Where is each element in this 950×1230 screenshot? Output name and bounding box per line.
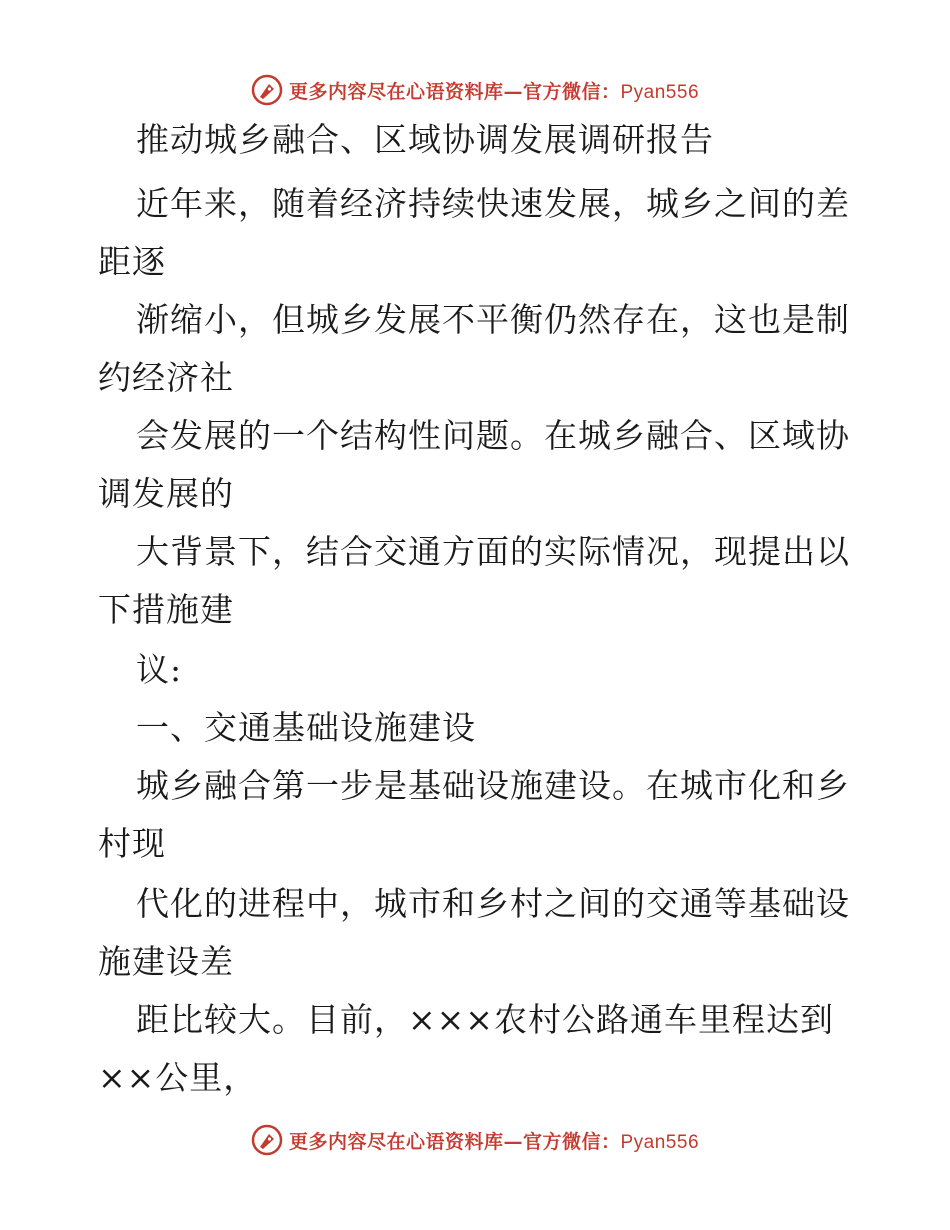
paragraph-line: 下措施建 bbox=[98, 590, 234, 629]
watermark-text: 更多内容尽在心语资料库—官方微信：Pyan556 bbox=[288, 1130, 700, 1153]
pen-nib-logo-icon bbox=[251, 74, 283, 106]
paragraph-line: 会发展的一个结构性问题。在城乡融合、区域协 bbox=[136, 416, 850, 455]
header-watermark bbox=[0, 70, 950, 110]
paragraph-line: 调发展的 bbox=[98, 474, 234, 513]
paragraph-line: 近年来，随着经济持续快速发展，城乡之间的差 bbox=[136, 184, 850, 223]
paragraph-line: 渐缩小，但城乡发展不平衡仍然存在，这也是制 bbox=[136, 300, 850, 339]
watermark-wechat-id: Pyan556 bbox=[620, 81, 700, 103]
paragraph-line: ××公里， bbox=[98, 1058, 258, 1097]
document-title: 推动城乡融合、区域协调发展调研报告 bbox=[136, 120, 714, 159]
paragraph-line: 距逐 bbox=[98, 242, 166, 281]
footer-watermark bbox=[0, 1120, 950, 1160]
paragraph-line: 议: bbox=[136, 650, 183, 689]
paragraph-line: 城乡融合第一步是基础设施建设。在城市化和乡 bbox=[136, 766, 850, 805]
watermark-text: 更多内容尽在心语资料库—官方微信：Pyan556 bbox=[288, 80, 700, 103]
paragraph-line: 代化的进程中，城市和乡村之间的交通等基础设 bbox=[136, 884, 850, 923]
paragraph-line: 施建设差 bbox=[98, 942, 234, 981]
paragraph-line: 大背景下，结合交通方面的实际情况，现提出以 bbox=[136, 532, 850, 571]
watermark-wechat-id: Pyan556 bbox=[620, 1131, 700, 1153]
paragraph-line: 距比较大。目前，×××农村公路通车里程达到 bbox=[136, 1000, 834, 1039]
pen-nib-logo-icon bbox=[251, 1124, 283, 1156]
paragraph-line: 村现 bbox=[98, 824, 166, 863]
paragraph-line: 约经济社 bbox=[98, 358, 234, 397]
section-heading: 一、交通基础设施建设 bbox=[136, 708, 476, 747]
